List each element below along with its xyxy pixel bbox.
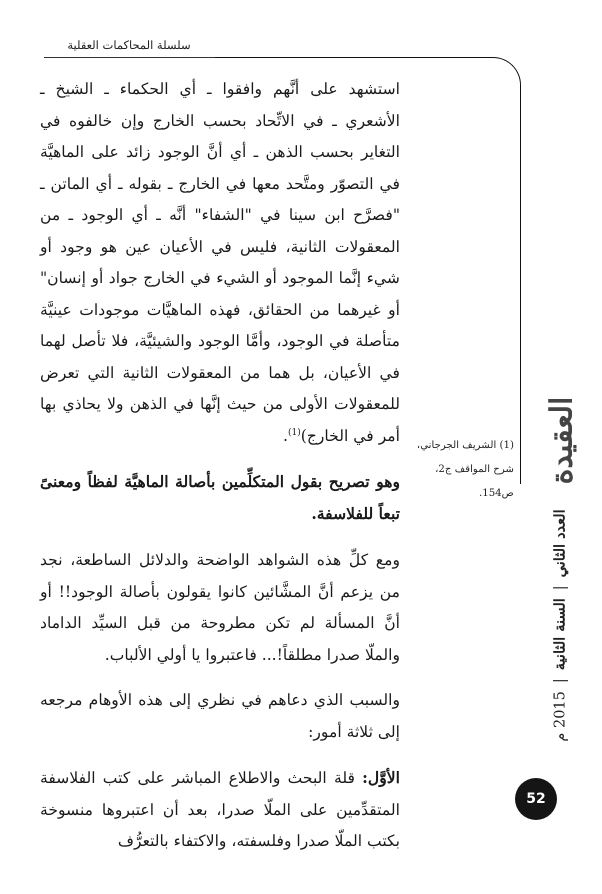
first-reason-label: الأوَّل:: [362, 768, 400, 787]
running-header-title: سلسلة المحاكمات العقلية: [67, 38, 191, 52]
issue-info: العدد الثاني | السنة الثانية | 2015 م: [551, 508, 569, 742]
year-label: السنة الثانية: [551, 597, 569, 670]
issue-label: العدد الثاني: [551, 508, 569, 577]
paragraph-quote: استشهد على أنَّهم وافقوا ـ أي الحكماء ـ الشيخ ـ الأشعري ـ في الاتِّحاد بحسب الخارج وإن خالفوه في التغاير بحسب الذهن ـ أي أنَّ الوجود زائد على الماهيَّة في التصوّر ومتَّحد معها في الخارج ـ بقوله ـ أي الماتن ـ "فصرَّح ابن سينا في "الشفاء" أنَّه ـ أي الوجود ـ من المعقولات الثانية، فليس في الأعيان عين هو وجود أو شيء إنَّما الموجود أو الشيء في الخارج جواد أو إنسان" أو غيرهما من الحقائق، فهذه الماهيَّات موجودات عينيَّة متأصلة في الوجود، وأمَّا الوجود والشيئيَّة، فلا تأصل لهما في الأعيان، بل هما من المعقولات الثانية التي تعرض للمعقولات الأولى من حيث إنَّها في الذهن ولا يحاذي بها أمر في الخارج)$^{(1)}$.: [40, 80, 400, 445]
header-rule: [44, 57, 224, 58]
paragraph-statement: وهو تصريح بقول المتكلِّمين بأصالة الماهيَّة لفظاً ومعنىً تبعاً للفلاسفة.: [40, 472, 400, 523]
page-number-badge: 52: [515, 778, 557, 820]
journal-logo: العقيدة: [544, 396, 580, 484]
paragraph-reasons-intro: والسبب الذي دعاهم في نظري إلى هذه الأوهام مرجعه إلى ثلاثة أمور:: [40, 691, 400, 741]
paragraph-first-reason: الأوَّل: قلة البحث والاطلاع المباشر على كتب الفلاسفة المتقدِّمين على الملّا صدرا، بعد أن اعتبروها منسوخة بكتب الملّا صدرا وفلسفته، والاكتفاء بالتعرُّف: [40, 768, 400, 850]
footnote-marker[interactable]: (1): [287, 427, 301, 438]
side-footnote: (1) الشريف الجرجاني، شرح المواقف ج2، ص154.: [416, 440, 514, 499]
year-value: 2015 م: [552, 690, 568, 742]
main-text: [40, 74, 400, 858]
paragraph-evidence: ومع كلِّ هذه الشواهد الواضحة والدلائل الساطعة، نجد من يزعم أنَّ المشَّائين كانوا يقولون بأصالة الوجود!! أو أنَّ المسألة لم تكن مطروحة من قبل السيِّد الداماد والملّا صدرا مطلقاً!... فاعتبروا يا أولي الألباب.: [40, 551, 400, 664]
